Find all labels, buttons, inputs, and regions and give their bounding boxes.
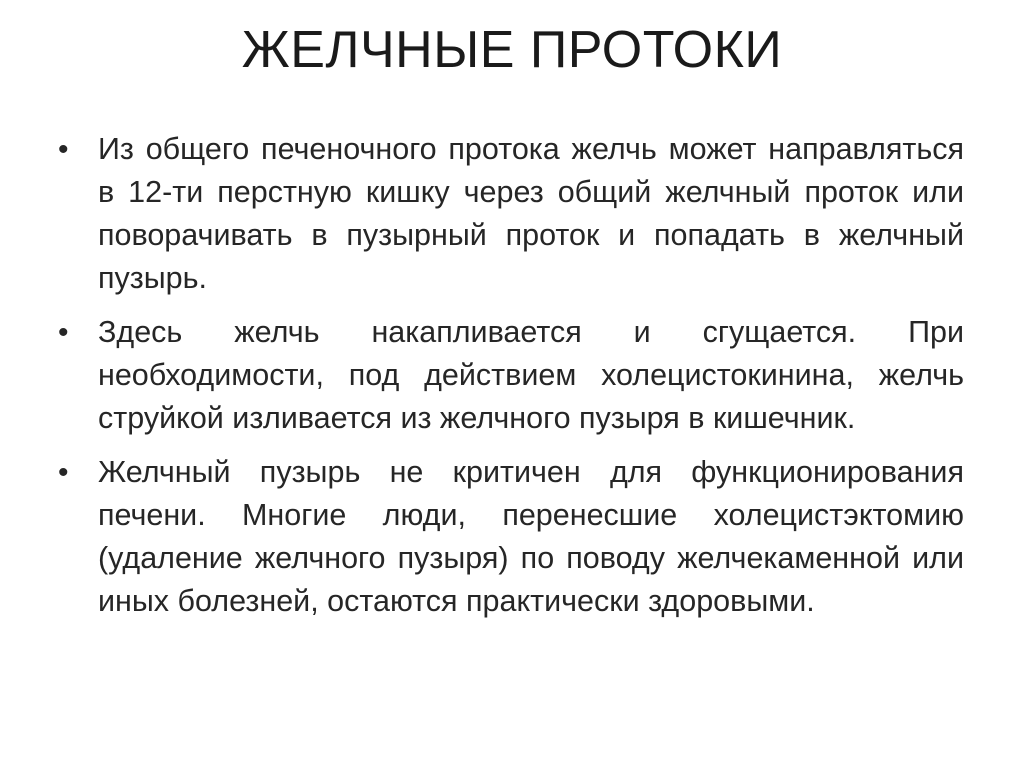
- slide-title: ЖЕЛЧНЫЕ ПРОТОКИ: [241, 21, 783, 79]
- bullet-dot-icon: •: [58, 133, 69, 166]
- bullet-dot-icon: •: [58, 316, 69, 349]
- bullet-text: Желчный пузырь не критичен для функционирования печени. Многие люди, перенесшие холецистэктомию (удаление желчного пузыря) по поводу желчекаменной или иных болезней, остаются практически здоровыми.: [98, 455, 964, 618]
- bullet-text: Из общего печеночного протока желчь может направляться в 12-ти перстную кишку через общий желчный проток или поворачивать в пузырный проток и попадать в желчный пузырь.: [98, 132, 964, 295]
- bullet-list: [58, 128, 964, 634]
- bullet-item: [58, 128, 964, 300]
- bullet-item: [58, 311, 964, 440]
- bullet-item: [58, 451, 964, 623]
- bullet-text: Здесь желчь накапливается и сгущается. При необходимости, под действием холецистокинина, желчь струйкой изливается из желчного пузыря в кишечник.: [98, 315, 964, 435]
- bullet-dot-icon: •: [58, 456, 69, 489]
